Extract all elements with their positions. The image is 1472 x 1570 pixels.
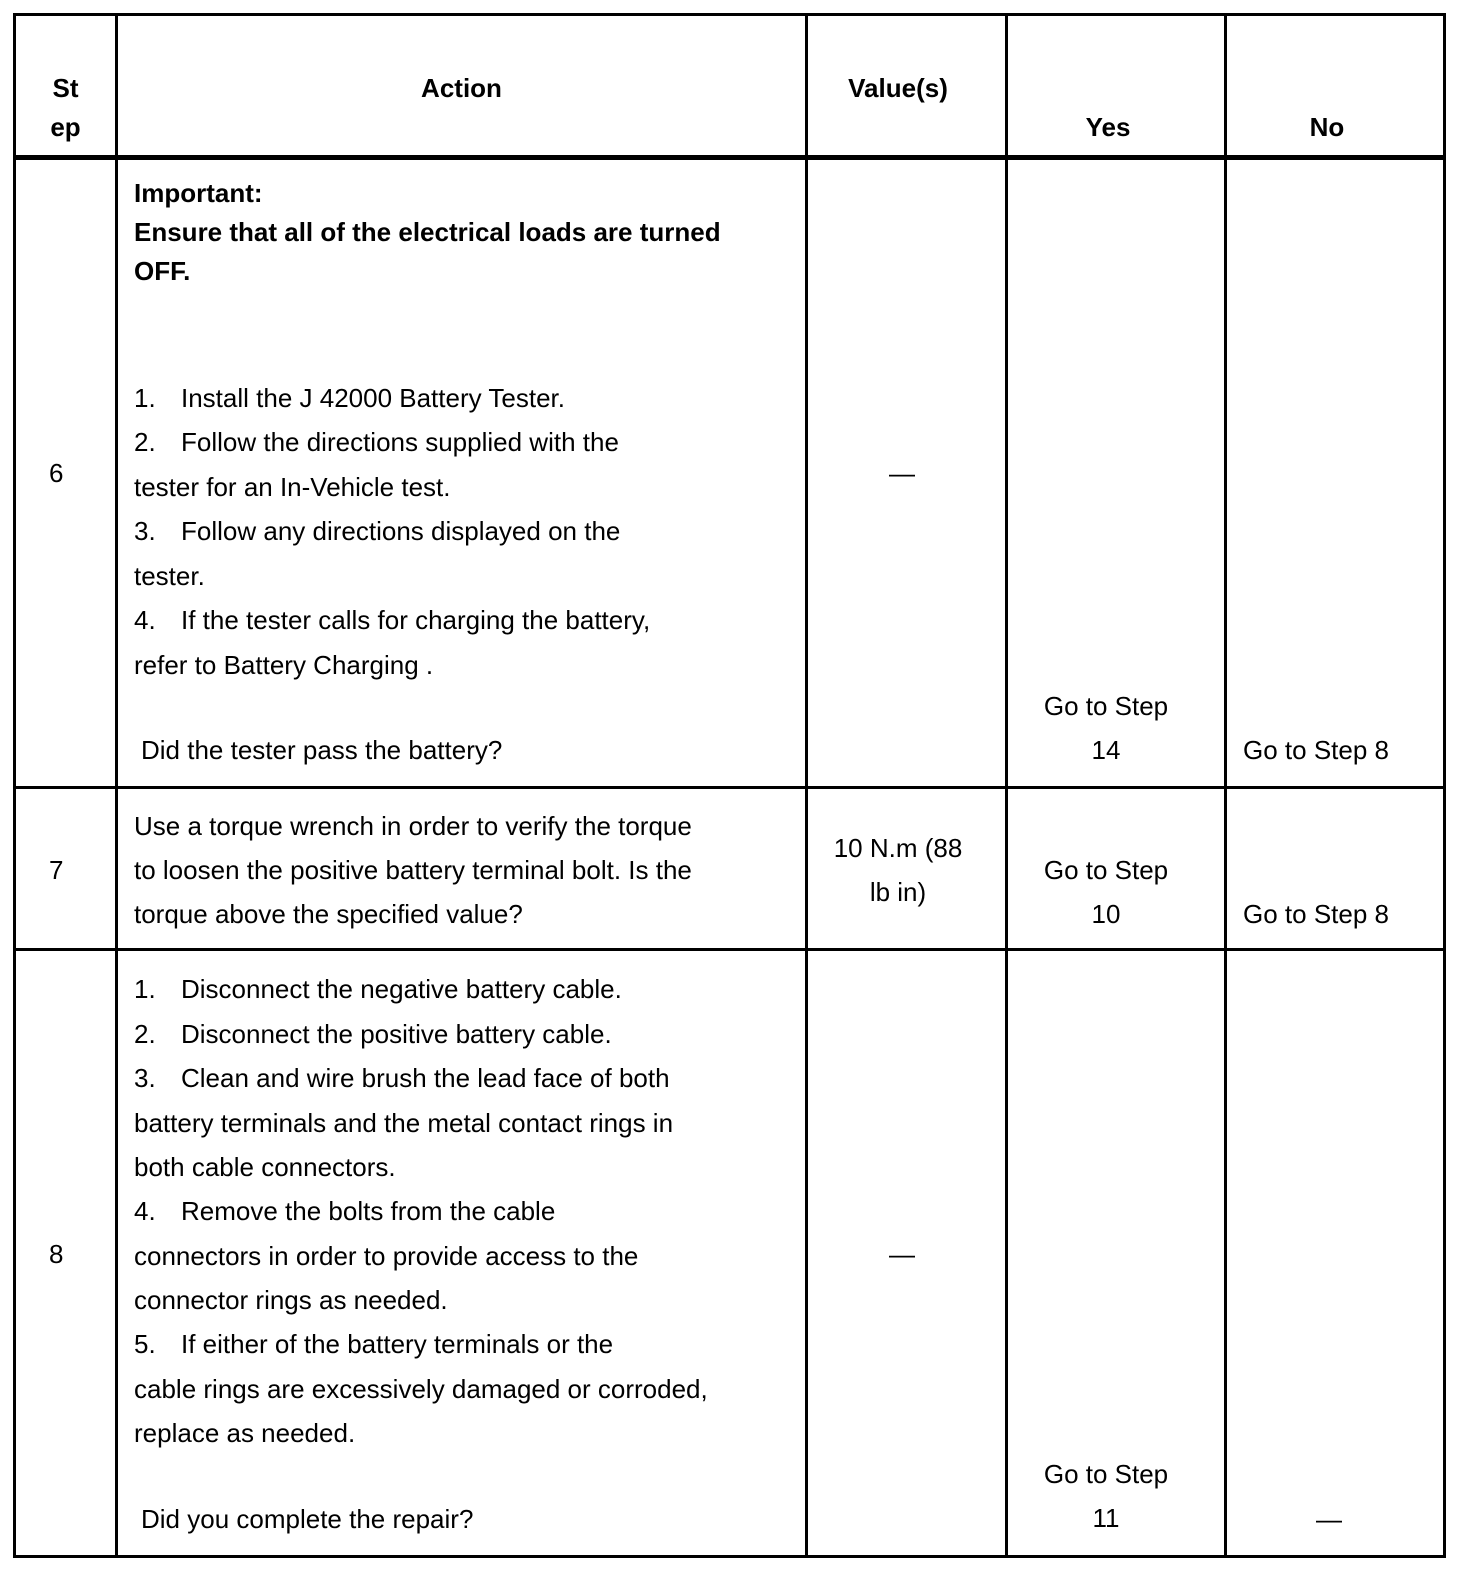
list-item-text: If the tester calls for charging the battery,: [181, 605, 651, 635]
yes-link[interactable]: Go to Step 14: [1043, 691, 1169, 765]
list-item-text: If either of the battery terminals or the: [181, 1329, 614, 1359]
action-text: to loosen the positive battery terminal bolt. Is the: [134, 855, 692, 885]
list-item: [134, 1329, 613, 1359]
list-item: [134, 605, 650, 635]
step-number: 6: [49, 458, 64, 488]
value-cell: —: [889, 1239, 915, 1269]
question-text: Did the tester pass the battery?: [141, 735, 503, 765]
list-item-number: 1.: [134, 383, 156, 413]
action-text: torque above the specified value?: [134, 899, 523, 929]
list-item-number: 2.: [134, 1019, 156, 1049]
list-item-number: 4.: [134, 605, 156, 635]
value-cell: 10 N.m (88 lb in): [833, 833, 963, 907]
list-item-text: Disconnect the positive battery cable.: [181, 1019, 612, 1049]
yes-link[interactable]: Go to Step 11: [1043, 1459, 1169, 1533]
list-item-continuation: connector rings as needed.: [134, 1285, 448, 1315]
list-item: [134, 383, 565, 413]
list-item: [134, 1019, 612, 1049]
list-item-continuation: cable rings are excessively damaged or corroded,: [134, 1374, 708, 1404]
no-link[interactable]: Go to Step 8: [1243, 899, 1389, 929]
grid-line: [13, 948, 1446, 951]
list-item-number: 1.: [134, 974, 156, 1004]
list-item-text: Disconnect the negative battery cable.: [181, 974, 622, 1004]
important-text: OFF.: [134, 256, 191, 286]
no-link[interactable]: Go to Step 8: [1243, 735, 1389, 765]
list-item-number: 5.: [134, 1329, 156, 1359]
header-yes: Yes: [1085, 112, 1131, 142]
grid-line: [13, 1555, 1446, 1558]
list-item-continuation: refer to Battery Charging .: [134, 650, 434, 680]
header-step: St ep: [50, 73, 81, 142]
list-item: [134, 1196, 555, 1226]
list-item-continuation: both cable connectors.: [134, 1152, 396, 1182]
yes-link[interactable]: Go to Step 10: [1043, 855, 1169, 929]
list-item: [134, 1063, 670, 1093]
question-text: Did you complete the repair?: [141, 1504, 474, 1534]
list-item-continuation: replace as needed.: [134, 1418, 356, 1448]
header-divider: [13, 155, 1446, 160]
list-item-number: 3.: [134, 516, 156, 546]
no-cell: —: [1316, 1504, 1342, 1534]
header-values: Value(s): [848, 73, 948, 103]
list-item: [134, 516, 620, 546]
list-item-text: Follow the directions supplied with the: [181, 427, 619, 457]
list-item-text: Follow any directions displayed on the: [181, 516, 621, 546]
list-item: [134, 974, 622, 1004]
list-item-text: Clean and wire brush the lead face of both: [181, 1063, 670, 1093]
header-no: No: [1309, 112, 1345, 142]
step-number: 7: [49, 855, 64, 885]
action-text: Use a torque wrench in order to verify the torque: [134, 811, 692, 841]
important-text: Ensure that all of the electrical loads are turned: [134, 217, 721, 247]
grid-line: [13, 786, 1446, 789]
list-item-number: 3.: [134, 1063, 156, 1093]
important-label: Important:: [134, 178, 263, 208]
list-item-text: Install the J 42000 Battery Tester.: [181, 383, 565, 413]
list-item-continuation: tester.: [134, 561, 205, 591]
grid-line: [13, 13, 1446, 16]
step-number: 8: [49, 1239, 64, 1269]
list-item-continuation: tester for an In-Vehicle test.: [134, 472, 451, 502]
value-cell: —: [889, 458, 915, 488]
list-item-continuation: connectors in order to provide access to the: [134, 1241, 639, 1271]
list-item-number: 4.: [134, 1196, 156, 1226]
header-action: Action: [421, 73, 502, 103]
list-item-text: Remove the bolts from the cable: [181, 1196, 556, 1226]
list-item: [134, 427, 619, 457]
list-item-number: 2.: [134, 427, 156, 457]
list-item-continuation: battery terminals and the metal contact rings in: [134, 1108, 674, 1138]
